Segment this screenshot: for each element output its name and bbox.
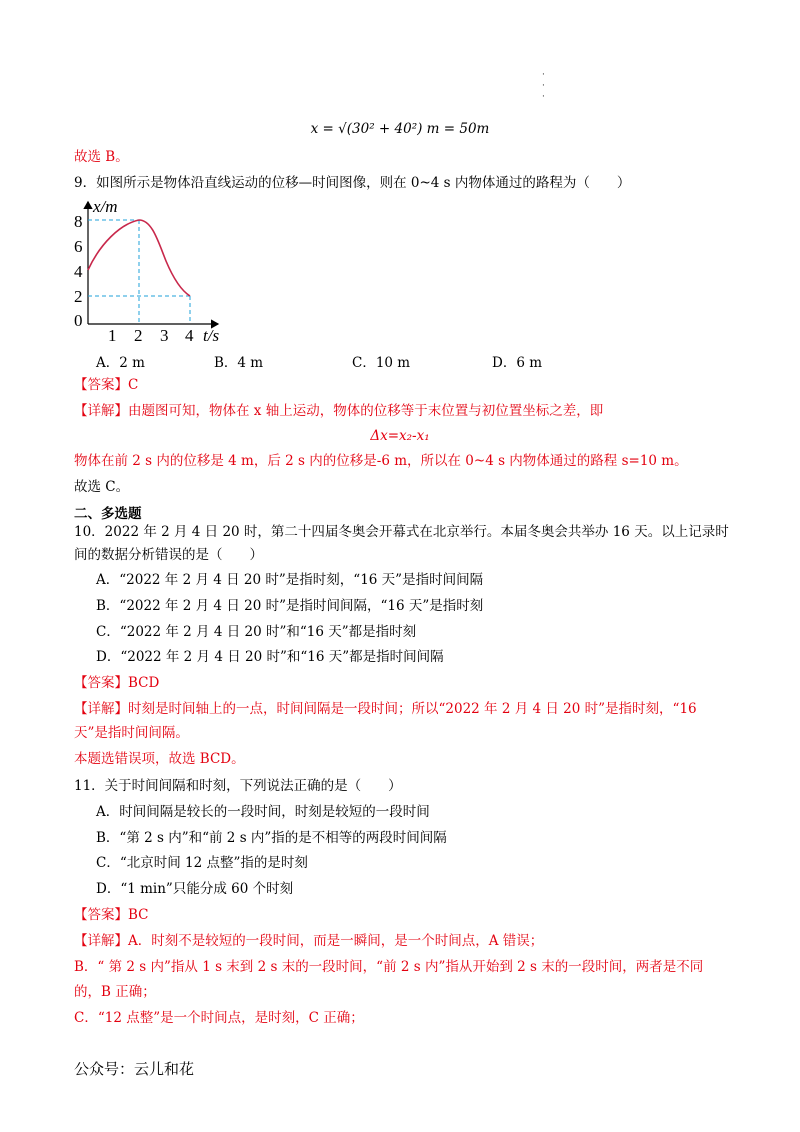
y-tick-label: 6 xyxy=(74,237,83,256)
q11-answer: 【答案】BC xyxy=(74,907,149,923)
y-tick-label: 0 xyxy=(74,311,83,330)
q11-option-d[interactable]: D．“1 min”只能分成 60 个时刻 xyxy=(96,881,294,897)
q9-stem: 9．如图所示是物体沿直线运动的位移—时间图像，则在 0~4 s 内物体通过的路程为（ ） xyxy=(74,175,631,191)
q9-conclusion: 故选 C。 xyxy=(74,479,130,495)
q11-option-a[interactable]: A．时间间隔是较长的一段时间，时刻是较短的一段时间 xyxy=(96,804,430,820)
q9-detail-2: 物体在前 2 s 内的位移是 4 m，后 2 s 内的位移是-6 m，所以在 0~4 s 内物体通过的路程 s=10 m。 xyxy=(74,453,688,469)
q10-detail-2: 天”是指时间间隔。 xyxy=(74,725,189,741)
q10-option-d[interactable]: D．“2022 年 2 月 4 日 20 时”和“16 天”都是指时间间隔 xyxy=(96,649,444,665)
q9-answer: 【答案】C xyxy=(74,377,139,393)
q9-option-c[interactable]: C．10 m xyxy=(352,355,411,371)
top-formula: x = √(30² + 40²) m = 50m xyxy=(310,121,490,137)
q11-detail-1: 【详解】A．时刻不是较短的一段时间，而是一瞬间，是一个时间点，A 错误； xyxy=(74,933,544,949)
x-axis-label: t/s xyxy=(203,326,220,345)
section-title-multi-choice: 二、多选题 xyxy=(74,506,142,522)
q10-option-a[interactable]: A．“2022 年 2 月 4 日 20 时”是指时刻，“16 天”是指时间间隔 xyxy=(96,572,484,588)
q9-formula: Δx=x₂-x₁ xyxy=(370,428,430,444)
q9-option-a[interactable]: A．2 m xyxy=(96,355,145,371)
margin-dots: · · · xyxy=(542,70,545,102)
q9-detail-1: 【详解】由题图可知，物体在 x 轴上运动，物体的位移等于末位置与初位置坐标之差，即 xyxy=(74,403,604,419)
x-tick-label: 4 xyxy=(185,326,194,345)
q11-detail-4: C．“12 点整”是一个时间点，是时刻，C 正确； xyxy=(74,1010,364,1026)
q10-stem-2: 间的数据分析错误的是（ ） xyxy=(74,547,263,563)
q11-option-c[interactable]: C．“北京时间 12 点整”指的是时刻 xyxy=(96,855,308,871)
y-tick-label: 4 xyxy=(74,262,83,281)
q10-option-b[interactable]: B．“2022 年 2 月 4 日 20 时”是指时间间隔，“16 天”是指时刻 xyxy=(96,598,484,614)
q10-answer: 【答案】BCD xyxy=(74,675,160,691)
q10-stem-1: 10．2022 年 2 月 4 日 20 时，第二十四届冬奥会开幕式在北京举行。本届冬奥会共举办 16 天。以上记录时 xyxy=(74,524,729,540)
q10-option-c[interactable]: C．“2022 年 2 月 4 日 20 时”和“16 天”都是指时刻 xyxy=(96,624,417,640)
x-tick-label: 1 xyxy=(108,326,117,345)
q9-xt-graph xyxy=(70,196,240,348)
x-tick-label: 3 xyxy=(160,326,169,345)
y-axis-label: x/m xyxy=(93,197,118,216)
y-tick-label: 2 xyxy=(74,287,83,306)
x-tick-label: 2 xyxy=(134,326,143,345)
y-tick-label: 8 xyxy=(74,212,83,231)
q11-detail-2: B．“ 第 2 s 内”指从 1 s 末到 2 s 末的一段时间，“前 2 s 内”指从开始到 2 s 末的一段时间，两者是不同 xyxy=(74,959,704,975)
q8-conclusion: 故选 B。 xyxy=(74,149,129,165)
q11-stem: 11．关于时间间隔和时刻，下列说法正确的是（ ） xyxy=(74,778,402,794)
q9-option-b[interactable]: B．4 m xyxy=(214,355,264,371)
q10-conclusion: 本题选错误项，故选 BCD。 xyxy=(74,751,245,767)
q9-option-d[interactable]: D．6 m xyxy=(492,355,543,371)
q10-detail-1: 【详解】时刻是时间轴上的一点，时间间隔是一段时间；所以“2022 年 2 月 4 日 20 时”是指时刻，“16 xyxy=(74,701,697,717)
q11-detail-3: 的，B 正确； xyxy=(74,984,156,1000)
q11-option-b[interactable]: B．“第 2 s 内”和“前 2 s 内”指的是不相等的两段时间间隔 xyxy=(96,830,447,846)
footer-account: 公众号：云儿和花 xyxy=(74,1060,195,1078)
